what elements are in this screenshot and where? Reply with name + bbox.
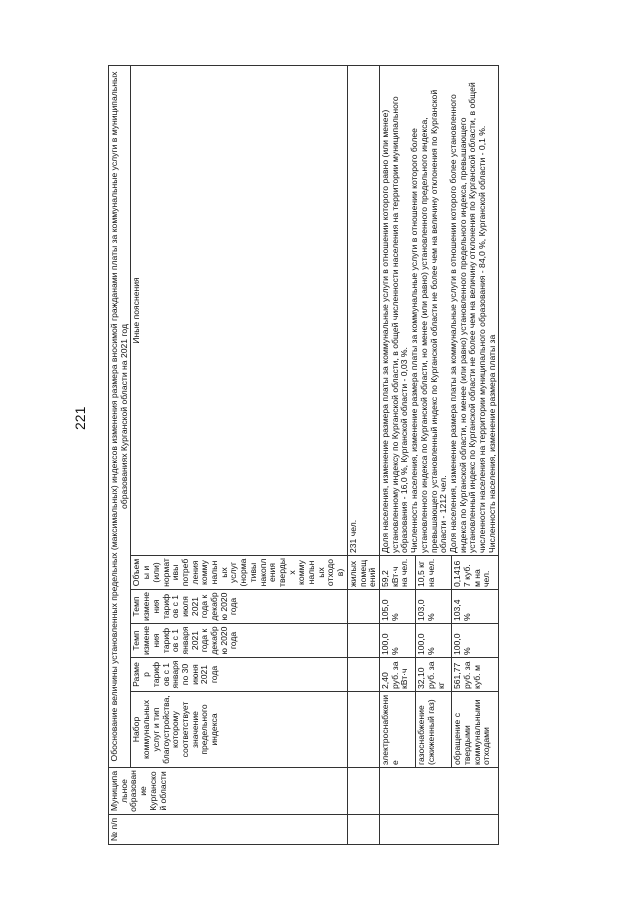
service-name: газоснабжение (сжиженный газ) [416, 692, 452, 768]
header-row-1 [109, 66, 131, 845]
cell [347, 658, 379, 692]
cell [347, 815, 379, 845]
tariff-value: 2,40 руб. за кВт·ч [379, 658, 415, 692]
header-other: Иные пояснения [131, 66, 347, 556]
rate-july-value: 105,0 % [379, 590, 415, 624]
header-row-2 [131, 66, 347, 845]
header-volumes: Объемы и (или) нормативы потребления коммунальных услуг (нормативы накопления твердых коммунальных отходов) [131, 556, 347, 590]
table-row [379, 66, 415, 845]
tariff-value: 561,77 руб. за куб. м [452, 658, 499, 692]
continuation-row [347, 66, 379, 845]
cell [379, 768, 498, 815]
service-name: обращение с твердыми коммунальными отходами [452, 692, 499, 768]
header-tariff: Размер тарифов с 1 января по 30 июня 2021 года [131, 658, 347, 692]
volume-value: 59,2 кВт·ч на чел. [379, 556, 415, 590]
rate-july-value: 103,4 % [452, 590, 499, 624]
header-set: Набор коммунальных услуг и тип благоустройства, которому соответствует значение предельного индекса [131, 692, 347, 768]
volume-value: 0,14167 куб. м на чел. [452, 556, 499, 590]
rate-jan-value: 100,0 % [416, 624, 452, 658]
tariff-value: 32,10 руб. за кг [416, 658, 452, 692]
volume-value: 10,5 кг на чел. [416, 556, 452, 590]
rate-jan-value: 100,0 % [452, 624, 499, 658]
page-number: 221 [72, 406, 88, 430]
cell [347, 590, 379, 624]
explanation-text: Доля населения, изменение размера платы за коммунальные услуги в отношении которого равно (или менее) установленному индексу по Курганской области, в общей численности населения на территории муниципального образования - 16,0 %, Курганской области - 0,03 %. Численность населения, изменение размера платы за коммунальные услуги в отношении которого более установленного индекса по Курганской области, но менее (или равно) установленного предельного индекса, превышающего установленный индекс по Курганской области не более чем на величину отклонения по Курганской области - 1212 чел. Доля населения, изменение размера платы за коммунальные услуги в отношении которого более установленного индекса по Курганской области, но менее (или равно) установленного предельного индекса, превышающего установленный индекс по Курганской области не более чем на величину отклонения по Курганской области, в общей численности населения на территории муниципального образования - 84,0 %, Курганской области - 0,1 %. Численность населения, изменение размера платы за [379, 66, 498, 556]
header-rate-jan: Темп изменения тарифов с 1 января 2021 года к декабрю 2020 года [131, 624, 347, 658]
tariff-table [108, 65, 499, 845]
header-num: № п/п [109, 815, 348, 845]
cell [347, 692, 379, 768]
service-name: электроснабжение [379, 692, 415, 768]
cell [347, 768, 379, 815]
header-municipality: Муниципальное образование Курганской области [109, 768, 348, 815]
rate-jan-value: 100,0 % [379, 624, 415, 658]
header-rate-july: Темп изменения тарифов с 1 июля 2021 года к декабрю 2020 года [131, 590, 347, 624]
rotated-table-container [108, 65, 608, 845]
header-justification: Обоснование величины установленных предельных (максимальных) индексов изменения размера вносимой гражданами платы за коммунальные услуги в муниципальных образованиях Курганской области на 2021 год [109, 66, 131, 768]
continuation-other: 231 чел. [347, 66, 379, 556]
cell [379, 815, 498, 845]
rate-july-value: 103,0 % [416, 590, 452, 624]
cell [347, 624, 379, 658]
continuation-volume: жилых помещений [347, 556, 379, 590]
